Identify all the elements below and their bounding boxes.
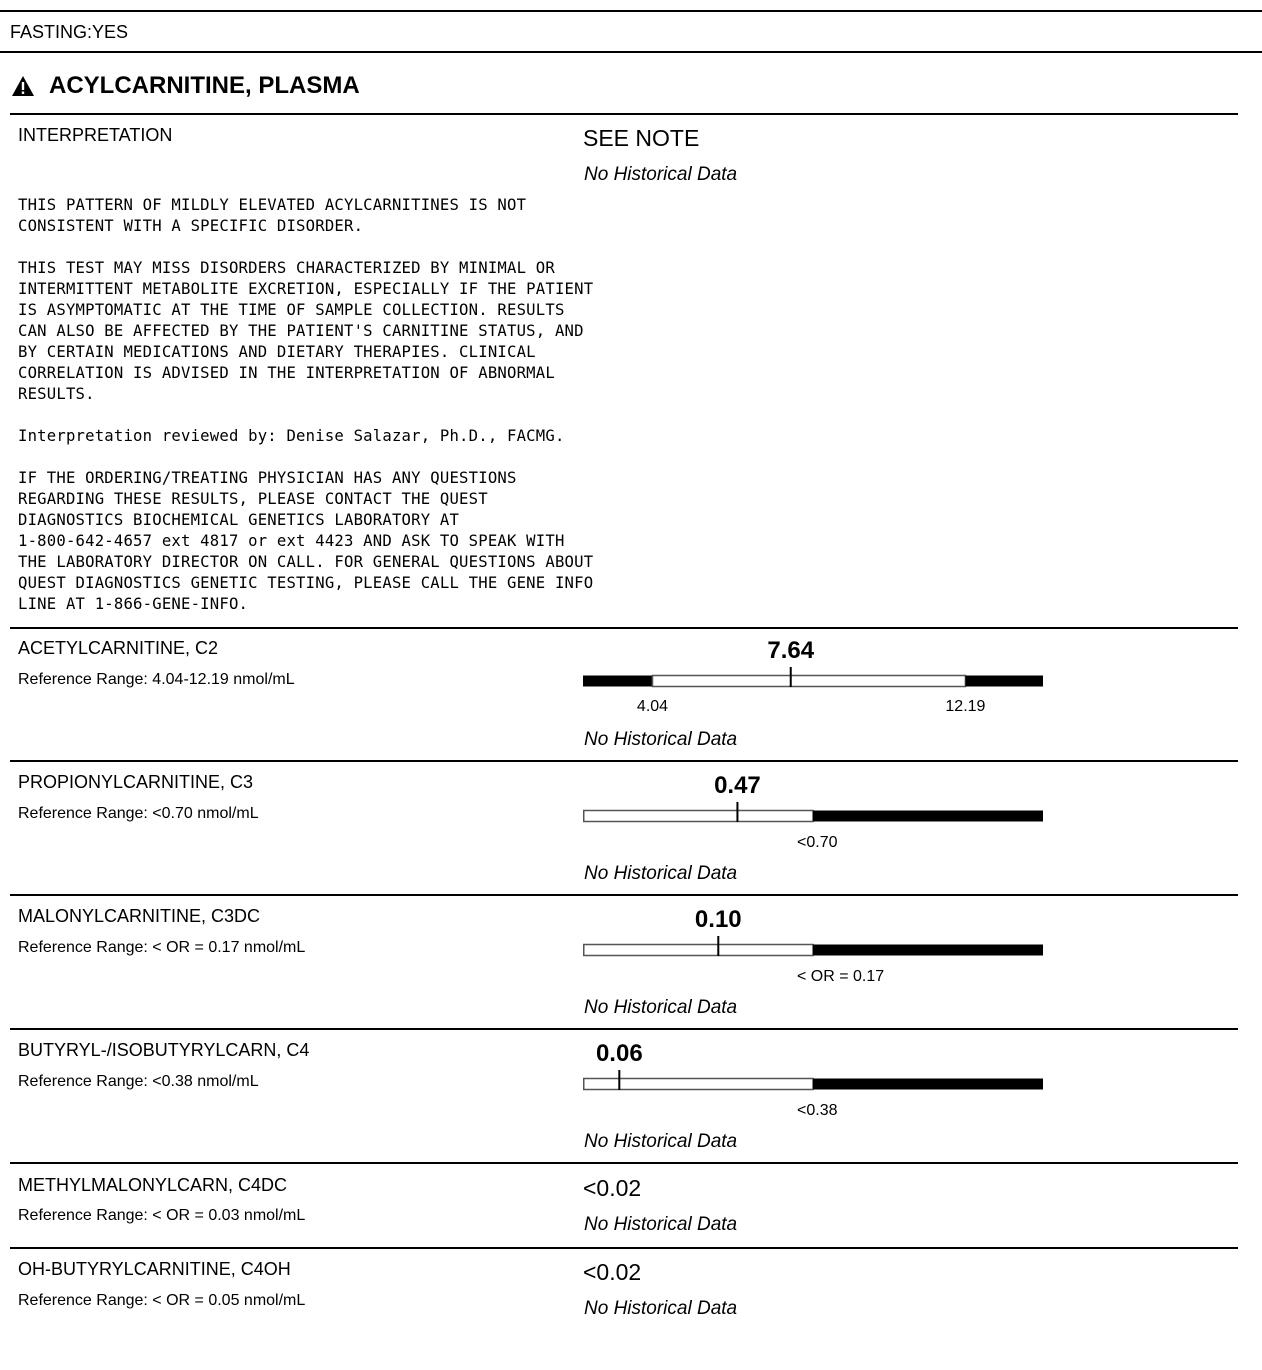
- test-name: PROPIONYLCARNITINE, C3: [18, 772, 254, 792]
- gauge-high-label: 12.19: [945, 698, 986, 715]
- test-result: <0.02: [583, 1259, 642, 1285]
- row-divider: [10, 1162, 1238, 1164]
- gauge-value-label: 0.47: [714, 772, 761, 799]
- gauge-bar: [583, 675, 1043, 687]
- range-gauge: [583, 637, 1043, 715]
- reference-range: Reference Range: < OR = 0.03 nmol/mL: [18, 1207, 306, 1224]
- interpretation-result: SEE NOTE: [583, 125, 700, 151]
- fasting-status: FASTING:YES: [10, 22, 129, 42]
- gauge-normal-zone: [584, 1079, 813, 1090]
- test-name: BUTYRYL-/ISOBUTYRYLCARN, C4: [18, 1040, 310, 1060]
- gauge-limit-label: <0.70: [797, 834, 838, 851]
- gauge-high-zone: [965, 676, 1043, 687]
- gauge-value-label: 0.06: [595, 1040, 643, 1067]
- row-divider: [10, 760, 1238, 762]
- section-title: ACYLCARNITINE, PLASMA: [49, 72, 360, 99]
- reference-range: Reference Range: < OR = 0.17 nmol/mL: [18, 939, 306, 956]
- warning-triangle-icon: [11, 75, 35, 97]
- historical-data-note: No Historical Data: [584, 1298, 738, 1319]
- gauge-value-label: 7.64: [767, 637, 815, 664]
- section-heading: [11, 72, 360, 100]
- top-divider: [0, 10, 1262, 12]
- range-gauge: [583, 772, 1043, 851]
- gauge-limit-label: < OR = 0.17: [797, 968, 885, 985]
- test-name: METHYLMALONYLCARN, C4DC: [18, 1175, 288, 1195]
- gauge-high-zone: [813, 811, 1043, 822]
- gauge-normal-zone: [652, 676, 965, 687]
- gauge-value-label: 0.10: [694, 906, 742, 933]
- gauge-low-zone: [583, 676, 652, 687]
- gauge-normal-zone: [584, 811, 813, 822]
- row-divider: [10, 627, 1238, 629]
- range-gauge: [583, 906, 1043, 985]
- test-result: <0.02: [583, 1175, 642, 1201]
- test-name: ACETYLCARNITINE, C2: [18, 638, 219, 658]
- gauge-high-zone: [813, 945, 1043, 956]
- gauge-normal-zone: [584, 945, 813, 956]
- interpretation-label: INTERPRETATION: [18, 125, 173, 145]
- gauge-low-label: 4.04: [636, 698, 669, 715]
- section-divider: [10, 113, 1238, 115]
- interpretation-history: No Historical Data: [584, 164, 738, 185]
- gauge-bar: [583, 1078, 1043, 1090]
- row-divider: [10, 1028, 1238, 1030]
- gauge-limit-label: <0.38: [797, 1102, 838, 1119]
- historical-data-note: No Historical Data: [584, 863, 738, 884]
- reference-range: Reference Range: 4.04-12.19 nmol/mL: [18, 671, 295, 688]
- fasting-divider: [0, 51, 1262, 53]
- reference-range: Reference Range: <0.38 nmol/mL: [18, 1073, 259, 1090]
- historical-data-note: No Historical Data: [584, 729, 738, 750]
- range-gauge: [583, 1040, 1043, 1119]
- interpretation-note: THIS PATTERN OF MILDLY ELEVATED ACYLCARNITINES IS NOT CONSISTENT WITH A SPECIFIC DISORDER. THIS TEST MAY MISS DISORDERS CHARACTERIZED BY MINIMAL OR INTERMITTENT METABOLITE EXCRETION, ESPECIALLY IF THE PATIENT IS ASYMPTOMATIC AT THE TIME OF SAMPLE COLLECTION. RESULTS CAN ALSO BE AFFECTED BY THE PATIENT'S CARNITINE STATUS, AND BY CERTAIN MEDICATIONS AND DIETARY THERAPIES. CLINICAL CORRELATION IS ADVISED IN THE INTERPRETATION OF ABNORMAL RESULTS. Interpretation reviewed by: Denise Salazar, Ph.D., FACMG. IF THE ORDERING/TREATING PHYSICIAN HAS ANY QUESTIONS REGARDING THESE RESULTS, PLEASE CONTACT THE QUEST DIAGNOSTICS BIOCHEMICAL GENETICS LABORATORY AT 1-800-642-4657 ext 4817 or ext 4423 AND ASK TO SPEAK WITH THE LABORATORY DIRECTOR ON CALL. FOR GENERAL QUESTIONS ABOUT QUEST DIAGNOSTICS GENETIC TESTING, PLEASE CALL THE GENE INFO LINE AT 1-866-GENE-INFO.: [18, 196, 594, 613]
- test-name: OH-BUTYRYLCARNITINE, C4OH: [18, 1259, 291, 1279]
- historical-data-note: No Historical Data: [584, 1214, 738, 1235]
- gauge-bar: [583, 810, 1043, 822]
- historical-data-note: No Historical Data: [584, 997, 738, 1018]
- row-divider: [10, 1247, 1238, 1249]
- reference-range: Reference Range: <0.70 nmol/mL: [18, 805, 259, 822]
- historical-data-note: No Historical Data: [584, 1131, 738, 1152]
- gauge-bar: [583, 944, 1043, 956]
- row-divider: [10, 894, 1238, 896]
- reference-range: Reference Range: < OR = 0.05 nmol/mL: [18, 1292, 306, 1309]
- gauge-high-zone: [813, 1079, 1043, 1090]
- test-name: MALONYLCARNITINE, C3DC: [18, 906, 261, 926]
